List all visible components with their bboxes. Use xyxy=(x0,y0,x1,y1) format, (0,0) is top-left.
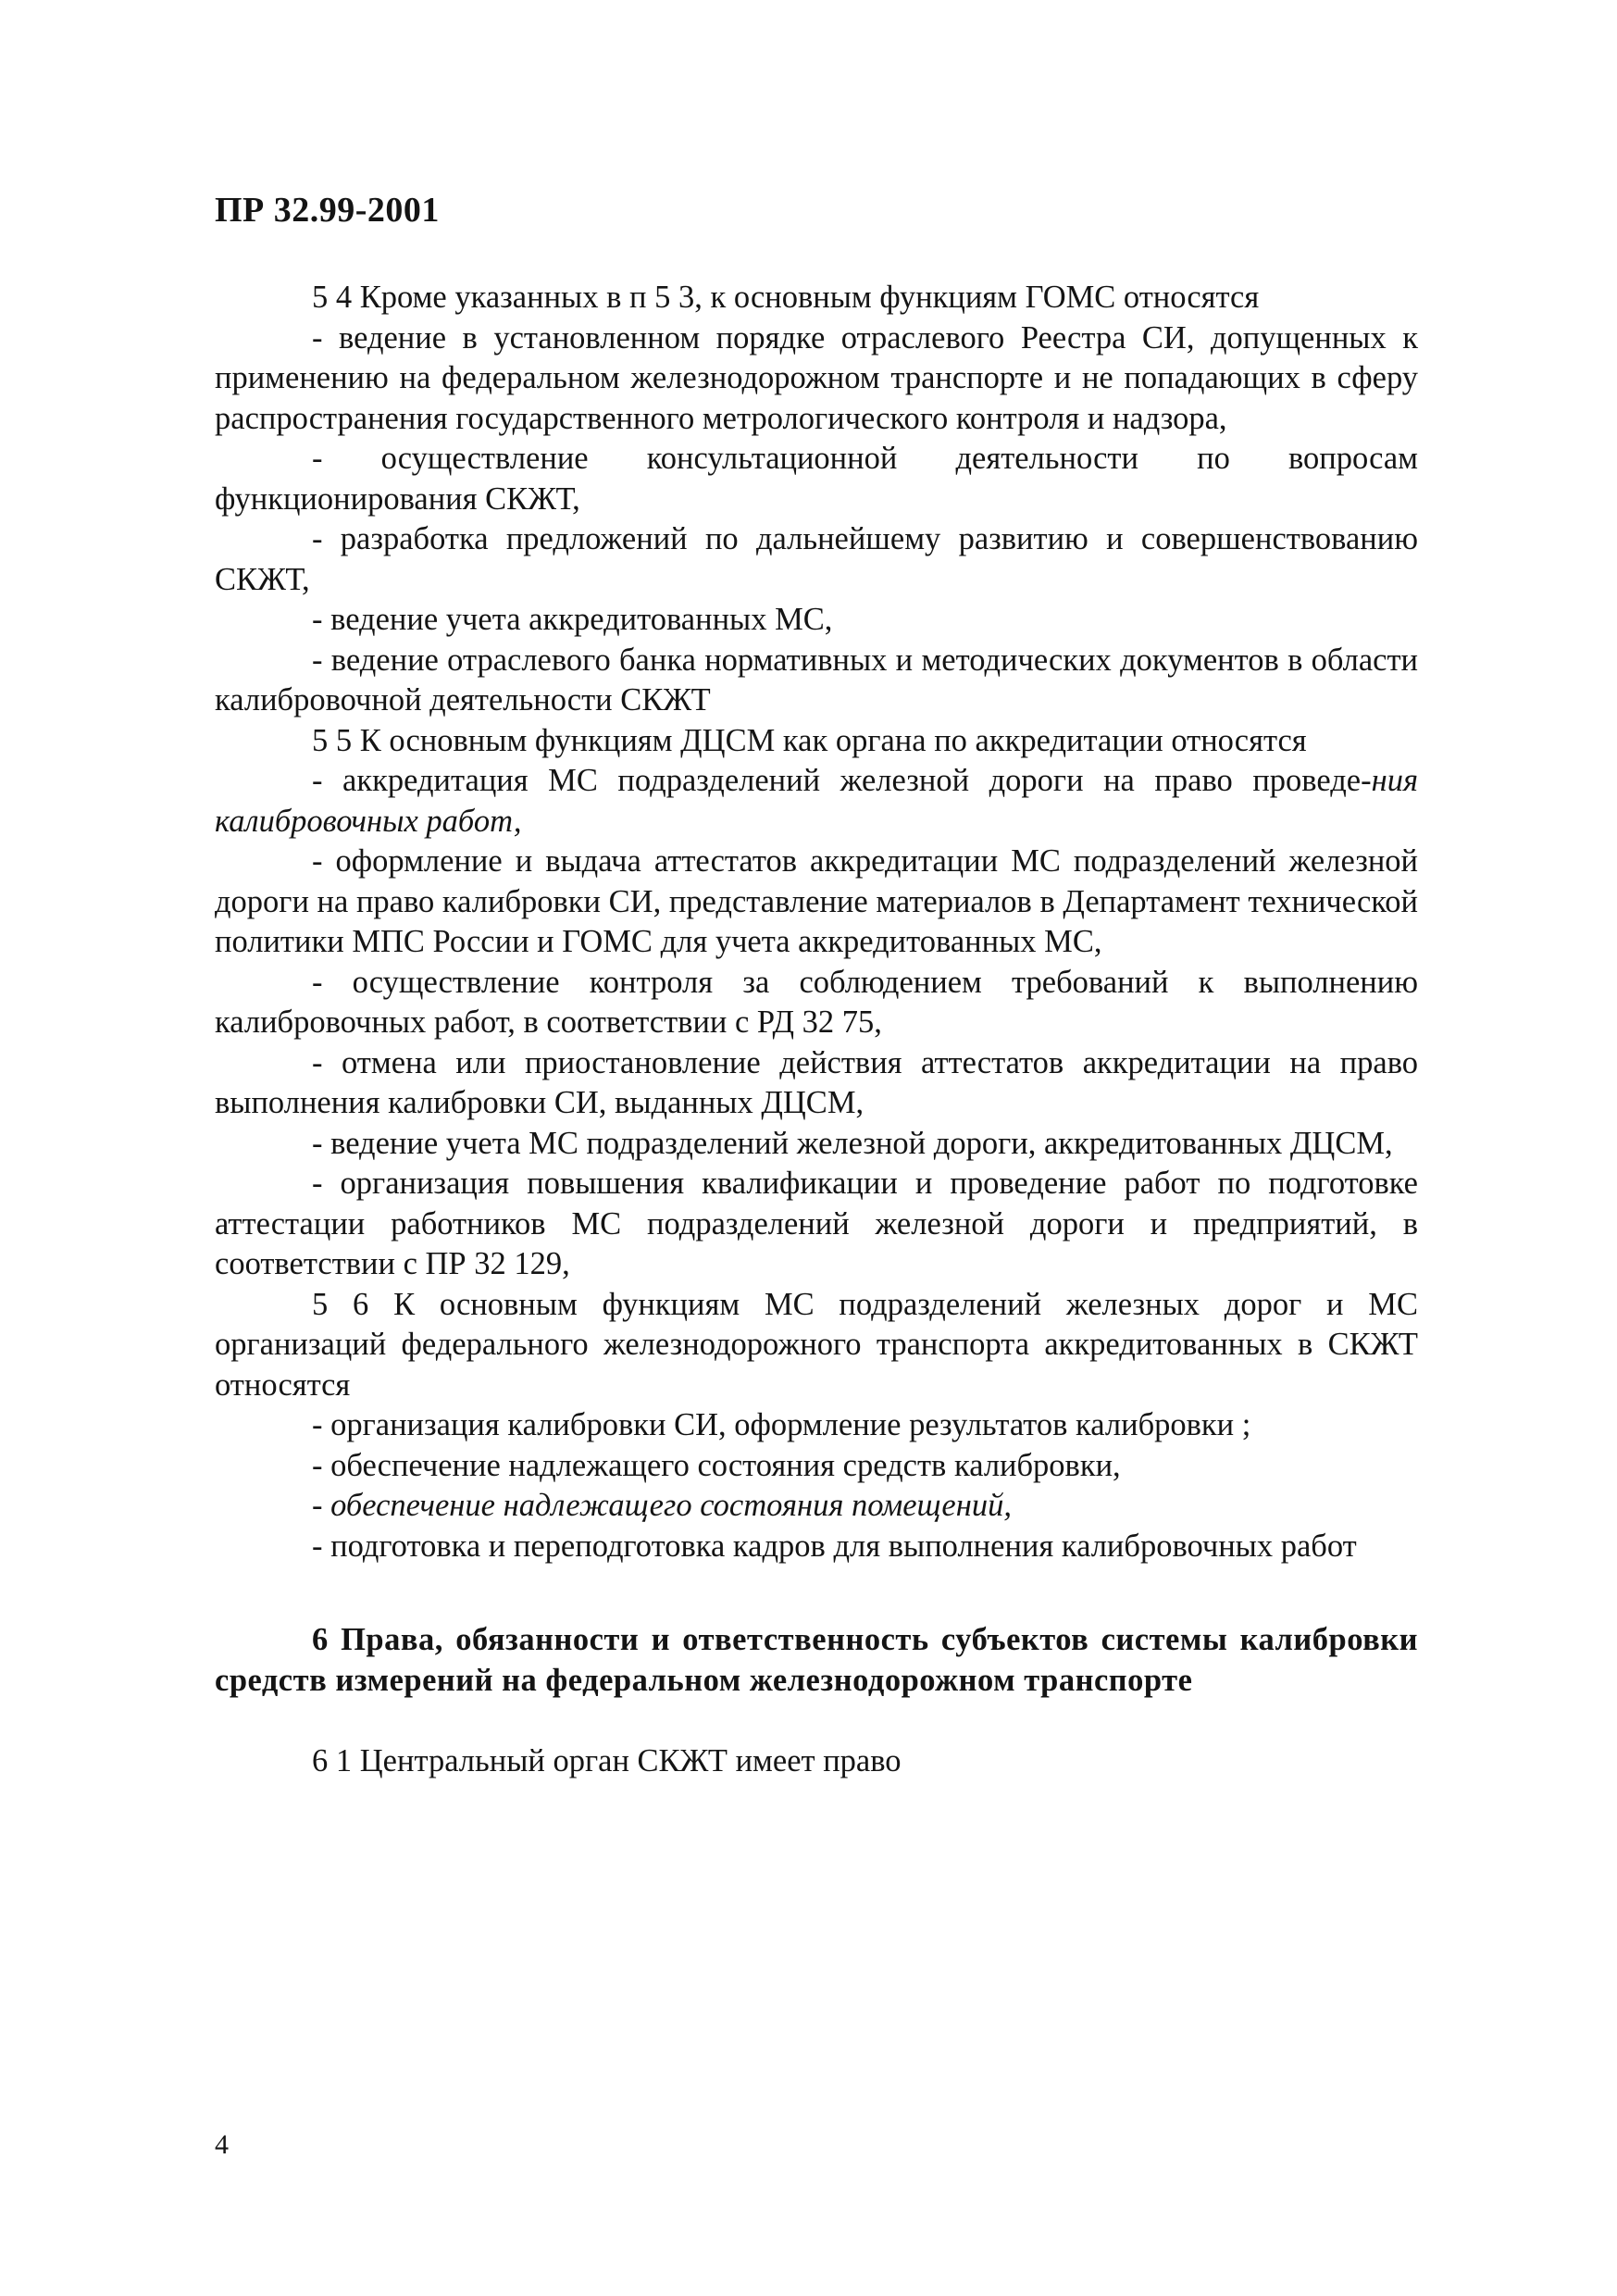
list-item-training: - организация повышения квалификации и проведение работ по подготовке аттестации работников МС подразделений железной дороги и предприятий, в соответствии с ПР 32 129, xyxy=(215,1166,1418,1281)
list-item-proposals: - разработка предложений по дальнейшему развитию и совершенствованию СКЖТ, xyxy=(215,521,1418,597)
paragraph-5-6: 5 6 К основным функциям МС подразделений железных дорог и МС организаций федерального железнодорожного транспорта аккредитованных в СКЖТ относятся xyxy=(215,1286,1418,1403)
list-item-control: - осуществление контроля за соблюдением требований к выполнению калибровочных работ, в соответствии с РД 32 75, xyxy=(215,964,1418,1040)
section-6-title: 6 Права, обязанности и ответственность субъектов системы калибровки средств измерений на федеральном железнодорожном транспорте xyxy=(215,1622,1418,1698)
document-body xyxy=(215,278,1418,1782)
list-item-consulting: - осуществление консультационной деятельности по вопросам функционирования СКЖТ, xyxy=(215,441,1418,517)
list-item-ms-records: - ведение учета МС подразделений железной дороги, аккредитованных ДЦСМ, xyxy=(312,1125,1393,1161)
list-item-premises: - обеспечение надлежащего состояния помещений, xyxy=(312,1488,1012,1523)
list-item-calibration-means: - обеспечение надлежащего состояния средств калибровки, xyxy=(312,1447,1121,1483)
list-item-document-bank: - ведение отраслевого банка нормативных и методических документов в области калибровочной деятельности СКЖТ xyxy=(215,642,1418,718)
list-item-calibration: - организация калибровки СИ, оформление результатов калибровки ; xyxy=(312,1407,1251,1442)
list-item-accredited-ms-records: - ведение учета аккредитованных МС, xyxy=(312,602,833,637)
paragraph-5-5: 5 5 К основным функциям ДЦСМ как органа по аккредитации относятся xyxy=(312,722,1307,758)
list-item-certificates: - оформление и выдача аттестатов аккредитации МС подразделений железной дороги на право калибровки СИ, представление материалов в Департамент технической политики МПС России и ГОМС для учета аккредитованных МС, xyxy=(215,843,1418,959)
list-item-accreditation: - аккредитация МС подразделений железной дороги на право проведе‑ния калибровочных работ, xyxy=(215,763,1418,839)
document-code-header: ПР 32.99-2001 xyxy=(215,191,440,230)
paragraph-5-4: 5 4 Кроме указанных в п 5 3, к основным функциям ГОМС относятся xyxy=(312,280,1260,315)
list-item-cancellation: - отмена или приостановление действия аттестатов аккредитации на право выполнения калибровки СИ, выданных ДЦСМ, xyxy=(215,1044,1418,1120)
list-item-staff-training: - подготовка и переподготовка кадров для выполнения калибровочных работ xyxy=(312,1528,1357,1564)
accreditation-italic-text: ния калибровочных работ, xyxy=(215,763,1418,839)
page-number: 4 xyxy=(215,2129,229,2160)
accreditation-text: - аккредитация МС подразделений железной дороги на право проведе xyxy=(312,763,1362,798)
list-item-registry: - ведение в установленном порядке отраслевого Реестра СИ, допущенных к применению на федеральном железнодорожном транспорте и не попадающих в сферу распространения государственного метрологического контроля и надзора, xyxy=(215,319,1418,436)
paragraph-6-1: 6 1 Центральный орган СКЖТ имеет право xyxy=(312,1743,902,1778)
